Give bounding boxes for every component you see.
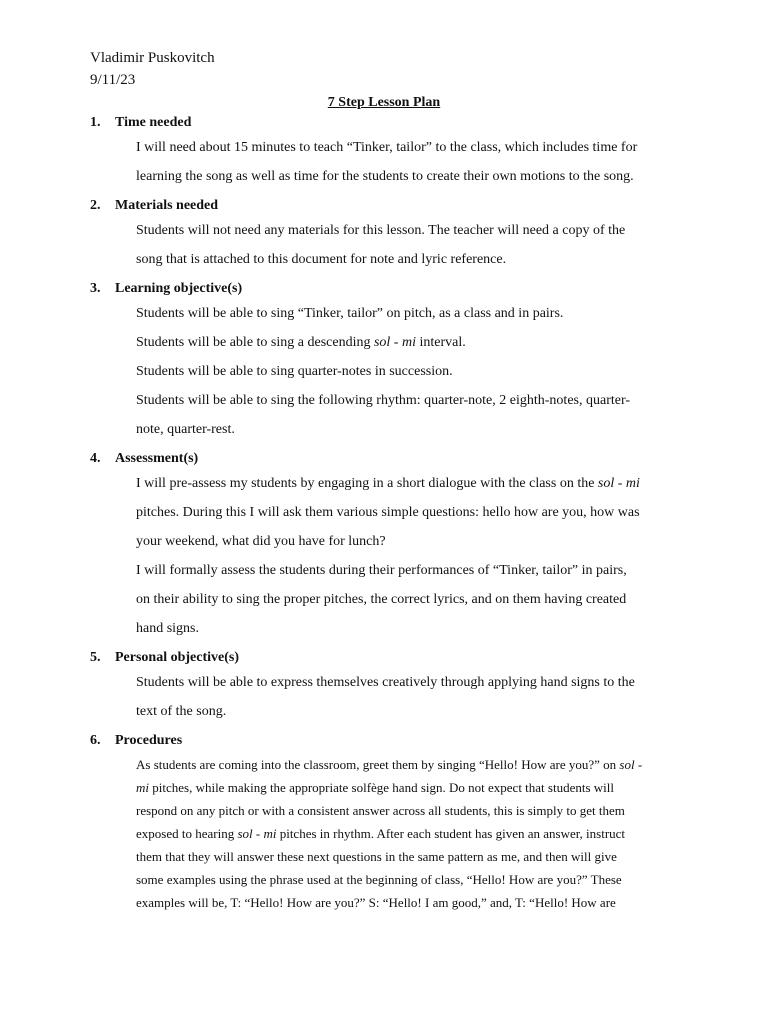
paragraph-line: Students will not need any materials for this lesson. The teacher will need a copy of the: [136, 223, 626, 238]
document-date: 9/11/23: [90, 72, 136, 88]
paragraph-line: some examples using the phrase used at the beginning of class, “Hello! How are you?” These: [136, 872, 622, 887]
paragraph-line: text of the song.: [136, 704, 227, 719]
sections-list: [0, 112, 768, 914]
solfege-term: sol - mi: [237, 826, 277, 841]
section-title: Procedures: [115, 733, 183, 748]
paragraph-line: your weekend, what did you have for lunch?: [136, 534, 386, 549]
section-number: 2.: [90, 198, 101, 213]
paragraph-line: Students will be able to sing a descending sol - mi interval.: [136, 335, 466, 350]
section-number: 5.: [90, 650, 101, 665]
section-number: 4.: [90, 451, 101, 466]
paragraph-line: respond on any pitch or with a consistent answer across all students, this is simply to get them: [136, 803, 625, 818]
section-title: Time needed: [115, 115, 192, 130]
document-title: 7 Step Lesson Plan: [327, 95, 441, 110]
paragraph-line: I will pre-assess my students by engaging in a short dialogue with the class on the sol - mi: [136, 476, 640, 491]
section-heading: [0, 195, 768, 216]
paragraph-line: learning the song as well as time for the students to create their own motions to the song.: [136, 169, 634, 184]
author-name: Vladimir Puskovitch: [90, 50, 215, 66]
paragraph-line: them that they will answer these next questions in the same pattern as me, and then will give: [136, 849, 617, 864]
section-heading: [0, 278, 768, 299]
paragraph-line: Students will be able to sing “Tinker, tailor” on pitch, as a class and in pairs.: [136, 306, 564, 321]
section-heading: [0, 730, 768, 751]
paragraph-line: examples will be, T: “Hello! How are you?” S: “Hello! I am good,” and, T: “Hello! How are: [136, 895, 616, 910]
section-number: 3.: [90, 281, 101, 296]
section-title: Assessment(s): [115, 451, 199, 466]
section-heading: [0, 448, 768, 469]
author-block: [90, 47, 215, 91]
solfege-term: sol -: [619, 757, 643, 772]
paragraph-line: I will need about 15 minutes to teach “Tinker, tailor” to the class, which includes time for: [136, 140, 638, 155]
section-heading: [0, 112, 768, 133]
section-number: 6.: [90, 733, 101, 748]
paragraph-line: pitches. During this I will ask them various simple questions: hello how are you, how was: [136, 505, 640, 520]
paragraph-line: mi pitches, while making the appropriate solfège hand sign. Do not expect that students will: [136, 780, 615, 795]
section-title: Learning objective(s): [115, 281, 243, 296]
section-heading: [0, 647, 768, 668]
paragraph-line: exposed to hearing sol - mi pitches in rhythm. After each student has given an answer, instruct: [136, 826, 626, 841]
section-title: Personal objective(s): [115, 650, 240, 665]
paragraph-line: I will formally assess the students during their performances of “Tinker, tailor” in pairs,: [136, 563, 627, 578]
paragraph-line: Students will be able to express themselves creatively through applying hand signs to the: [136, 675, 635, 690]
paragraph-line: song that is attached to this document for note and lyric reference.: [136, 252, 507, 267]
paragraph-line: on their ability to sing the proper pitches, the correct lyrics, and on them having created: [136, 592, 627, 607]
section-title: Materials needed: [115, 198, 219, 213]
solfege-term: mi: [136, 780, 149, 795]
paragraph-line: note, quarter-rest.: [136, 422, 235, 437]
paragraph-line: hand signs.: [136, 621, 199, 636]
paragraph-line: As students are coming into the classroom, greet them by singing “Hello! How are you?” on sol -: [136, 757, 643, 772]
solfege-term: sol - mi: [373, 335, 416, 350]
section-number: 1.: [90, 115, 101, 130]
paragraph-line: Students will be able to sing quarter-notes in succession.: [136, 364, 453, 379]
solfege-term: sol - mi: [597, 476, 640, 491]
paragraph-line: Students will be able to sing the following rhythm: quarter-note, 2 eighth-notes, quarter-: [136, 393, 630, 408]
